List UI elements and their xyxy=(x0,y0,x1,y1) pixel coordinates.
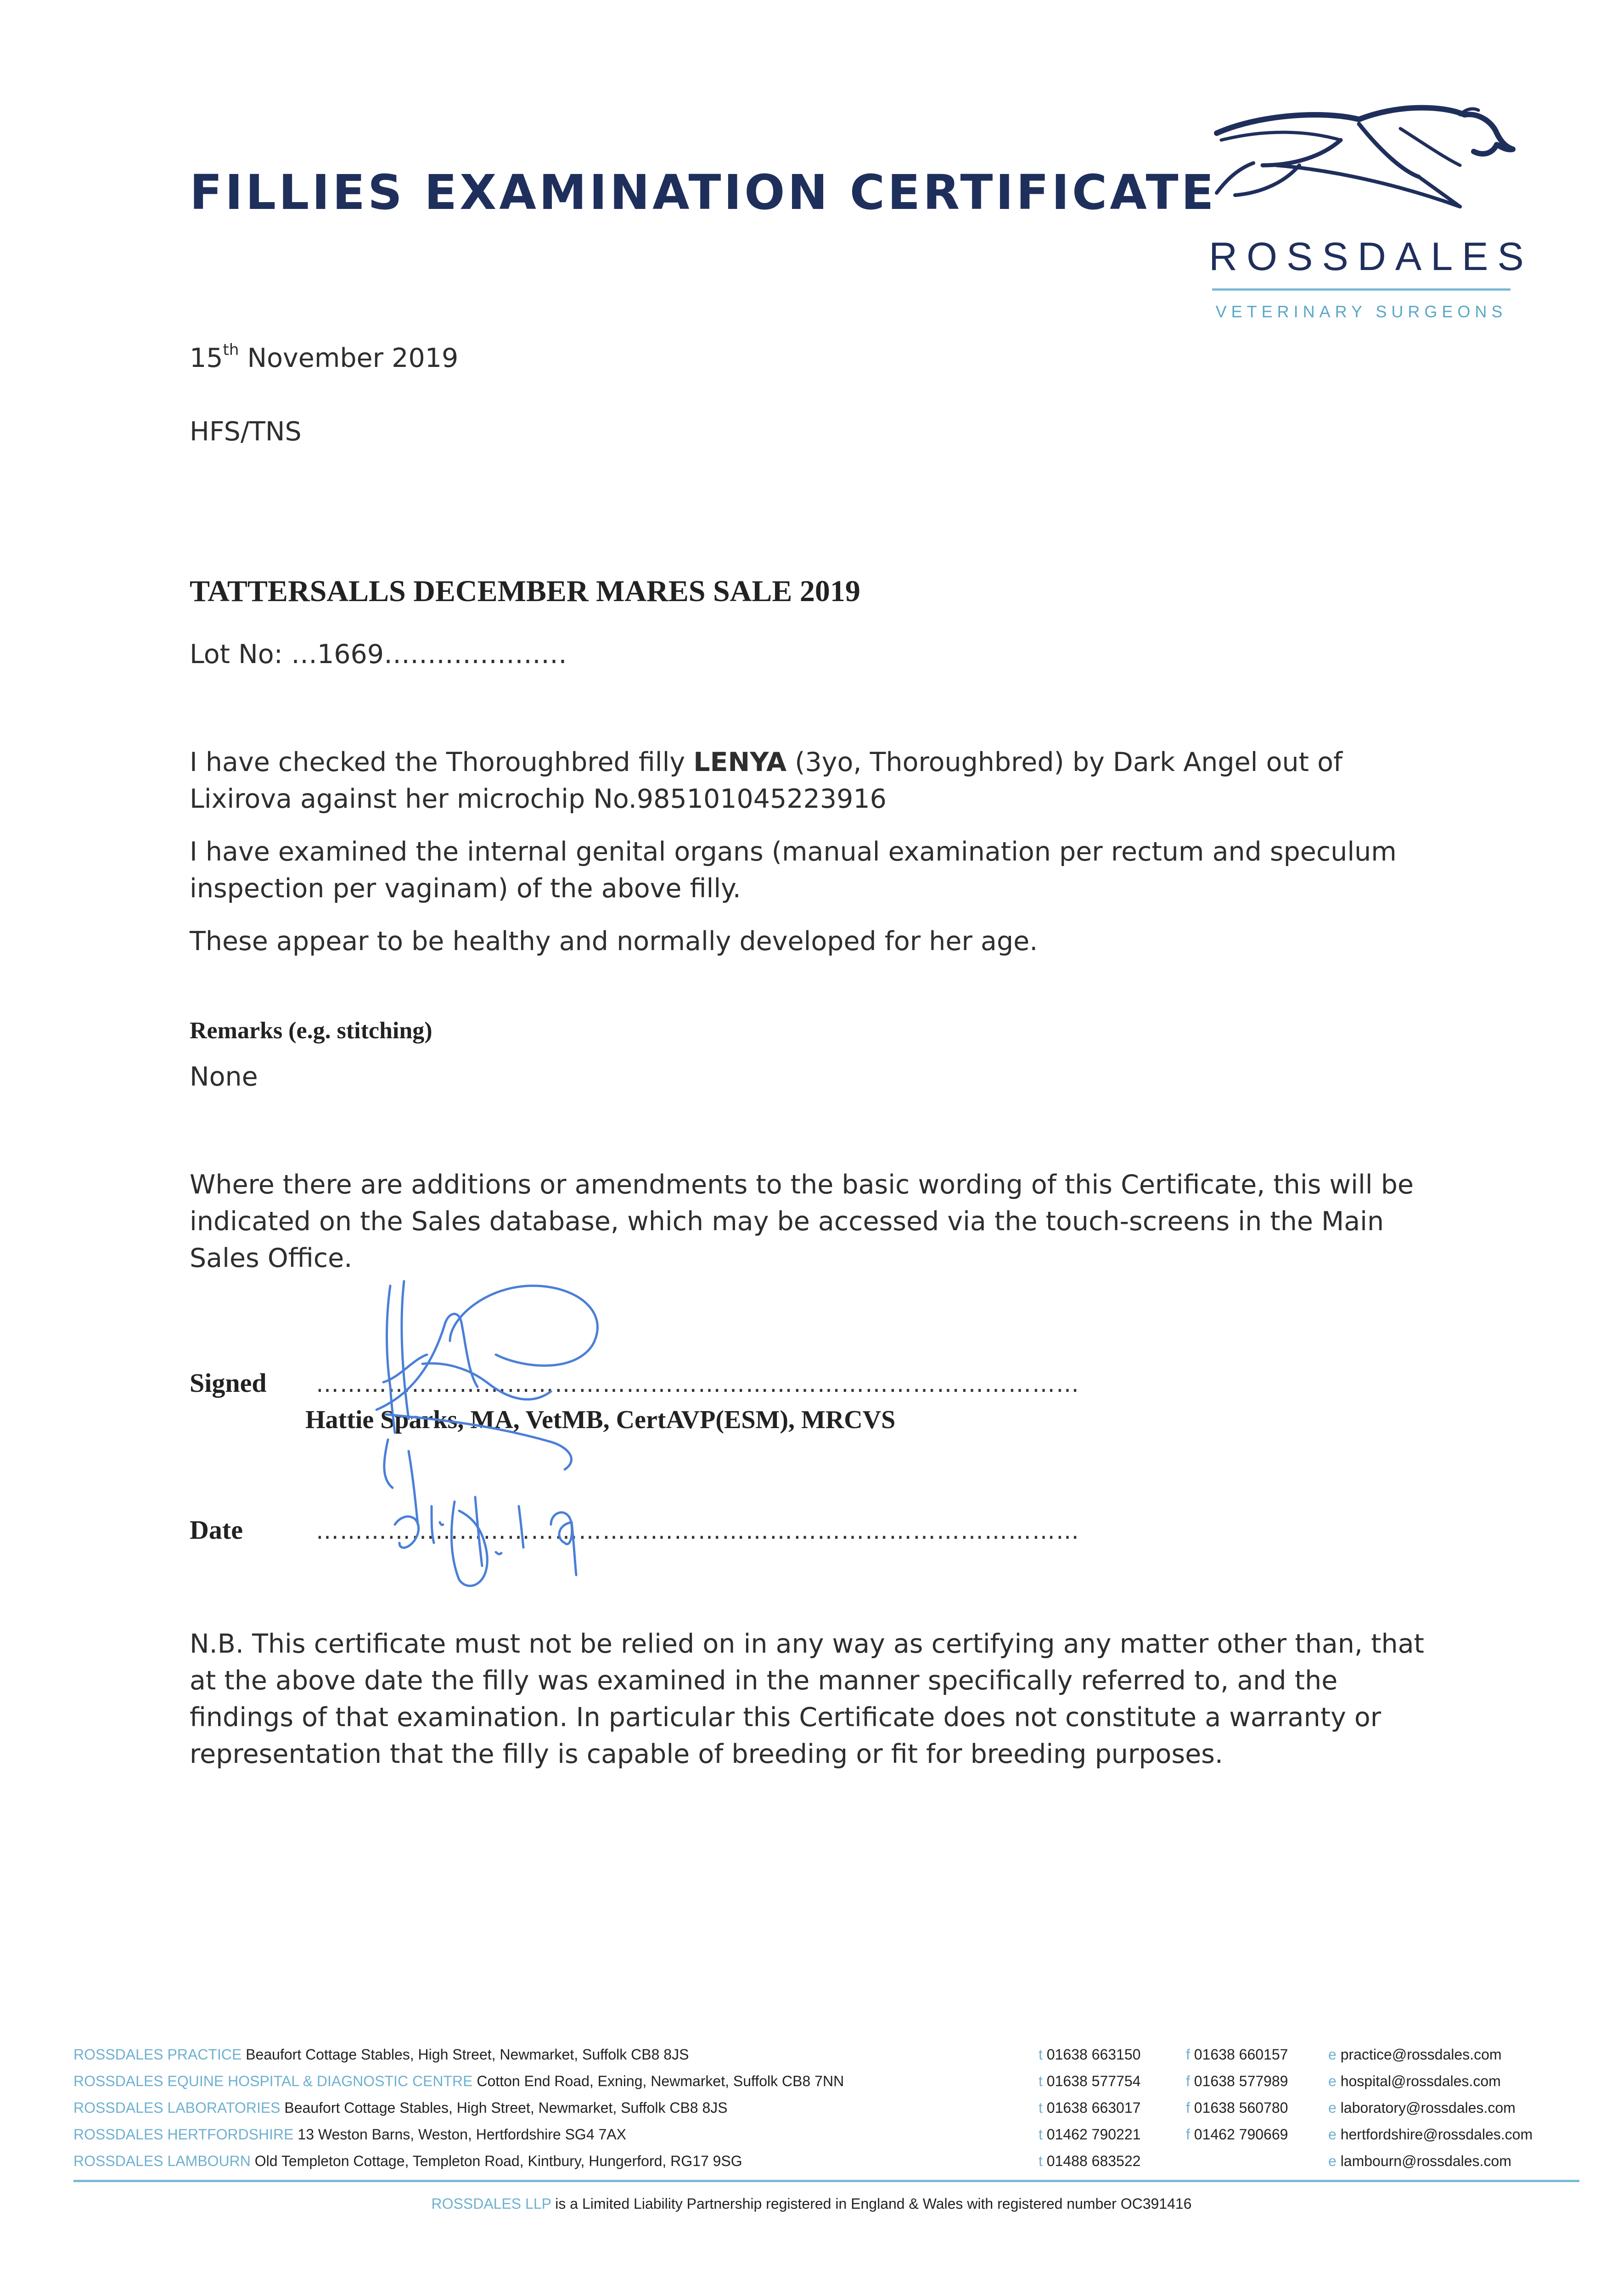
footer-office-row: ROSSDALES HERTFORDSHIRE 13 Weston Barns, Weston, Hertfordshire SG4 7AX xyxy=(73,2126,626,2143)
date-dotted-line: …………………………………………………………………………………… xyxy=(316,1518,1080,1544)
footer-emails: e practice@rossdales.com e hospital@rossdales.com e laboratory@rossdales.com e hertfordshire@rossdales.com e lambourn@rossdales.com xyxy=(1328,2046,1533,2169)
footer-telephone: 01488 683522 xyxy=(1046,2153,1141,2169)
footer-email-link[interactable]: hospital@rossdales.com xyxy=(1340,2073,1501,2089)
filly-name: LENYA xyxy=(693,747,787,777)
footer-fax: 01638 660157 xyxy=(1194,2046,1288,2063)
footer-telephone: 01462 790221 xyxy=(1046,2126,1141,2143)
footer-email-link[interactable]: laboratory@rossdales.com xyxy=(1340,2099,1516,2116)
footer-telephone: 01638 663017 xyxy=(1046,2099,1141,2116)
footer-office-row: ROSSDALES LABORATORIES Beaufort Cottage Stables, High Street, Newmarket, Suffolk CB8 8JS xyxy=(73,2099,728,2116)
footer-divider xyxy=(73,2180,1579,2182)
footer-telephone: 01638 663150 xyxy=(1046,2046,1141,2063)
footer-office-row: ROSSDALES EQUINE HOSPITAL & DIAGNOSTIC CENTRE Cotton End Road, Exning, Newmarket, Suffolk CB8 7NN xyxy=(73,2073,844,2089)
signature-dotted-line: …………………………………………………………………………………… xyxy=(316,1371,1080,1397)
footer-fax: 01638 560780 xyxy=(1194,2099,1288,2116)
disclaimer-paragraph: N.B. This certificate must not be relied on in any way as certifying any matter other than, that at the above date the filly was examined in the manner specifically referred to, and the findings of that examination. In particular this Certificate does not constitute a warranty or representation that the filly is capable of breeding or fit for breeding purposes. xyxy=(190,1629,1424,1769)
lot-number: Lot No: …1669………………… xyxy=(190,639,567,670)
microchip-check-paragraph: I have checked the Thoroughbred filly LENYA (3yo, Thoroughbred) by Dark Angel out of Lixirova against her microchip No.985101045223916 xyxy=(190,747,1343,814)
handwritten-signature-and-date xyxy=(294,1267,670,1598)
footer-fax: 01462 790669 xyxy=(1194,2126,1288,2143)
footer-fax: 01638 577989 xyxy=(1194,2073,1288,2089)
footer-office-row: ROSSDALES LAMBOURN Old Templeton Cottage, Templeton Road, Kintbury, Hungerford, RG17 9SG xyxy=(73,2153,742,2169)
finding-paragraph: These appear to be healthy and normally developed for her age. xyxy=(190,926,1038,957)
remarks-label: Remarks (e.g. stitching) xyxy=(190,1018,432,1044)
date-label: Date xyxy=(190,1515,243,1545)
footer-llp-notice: ROSSDALES LLP is a Limited Liability Partnership registered in England & Wales with registered number OC391416 xyxy=(431,2195,1192,2212)
remarks-value: None xyxy=(190,1062,258,1092)
amendments-paragraph: Where there are additions or amendments to the basic wording of this Certificate, this will be indicated on the Sales database, which may be accessed via the touch-screens in the Main Sales Office. xyxy=(190,1170,1414,1273)
logo-divider xyxy=(1212,288,1511,291)
letter-reference: HFS/TNS xyxy=(190,416,302,447)
letter-date: 15th November 2019 xyxy=(190,341,459,373)
footer-email-link[interactable]: practice@rossdales.com xyxy=(1340,2046,1502,2063)
signed-label: Signed xyxy=(190,1368,267,1398)
footer-office-row: ROSSDALES PRACTICE Beaufort Cottage Stables, High Street, Newmarket, Suffolk CB8 8JS xyxy=(73,2046,689,2063)
logo-subtitle: VETERINARY SURGEONS xyxy=(1215,302,1507,321)
examination-paragraph: I have examined the internal genital organs (manual examination per rectum and speculum inspection per vaginam) of the above filly. xyxy=(190,837,1397,904)
footer-telephone: 01638 577754 xyxy=(1046,2073,1141,2089)
footer-email-link[interactable]: lambourn@rossdales.com xyxy=(1340,2153,1511,2169)
certificate-title: FILLIES EXAMINATION CERTIFICATE xyxy=(190,164,1217,220)
footer-telephones: t 01638 663150 t 01638 577754 t 01638 663017 t 01462 790221 t 01488 683522 xyxy=(1039,2046,1141,2169)
footer-email-link[interactable]: hertfordshire@rossdales.com xyxy=(1340,2126,1533,2143)
footer-faxes: f 01638 660157 f 01638 577989 f 01638 560780 f 01462 790669 xyxy=(1186,2046,1288,2143)
signer-name: Hattie Sparks, MA, VetMB, CertAVP(ESM), MRCVS xyxy=(305,1406,896,1434)
sale-title: TATTERSALLS DECEMBER MARES SALE 2019 xyxy=(190,574,860,608)
footer-offices xyxy=(73,2041,844,2174)
logo-wordmark: ROSSDALES xyxy=(1209,235,1533,279)
